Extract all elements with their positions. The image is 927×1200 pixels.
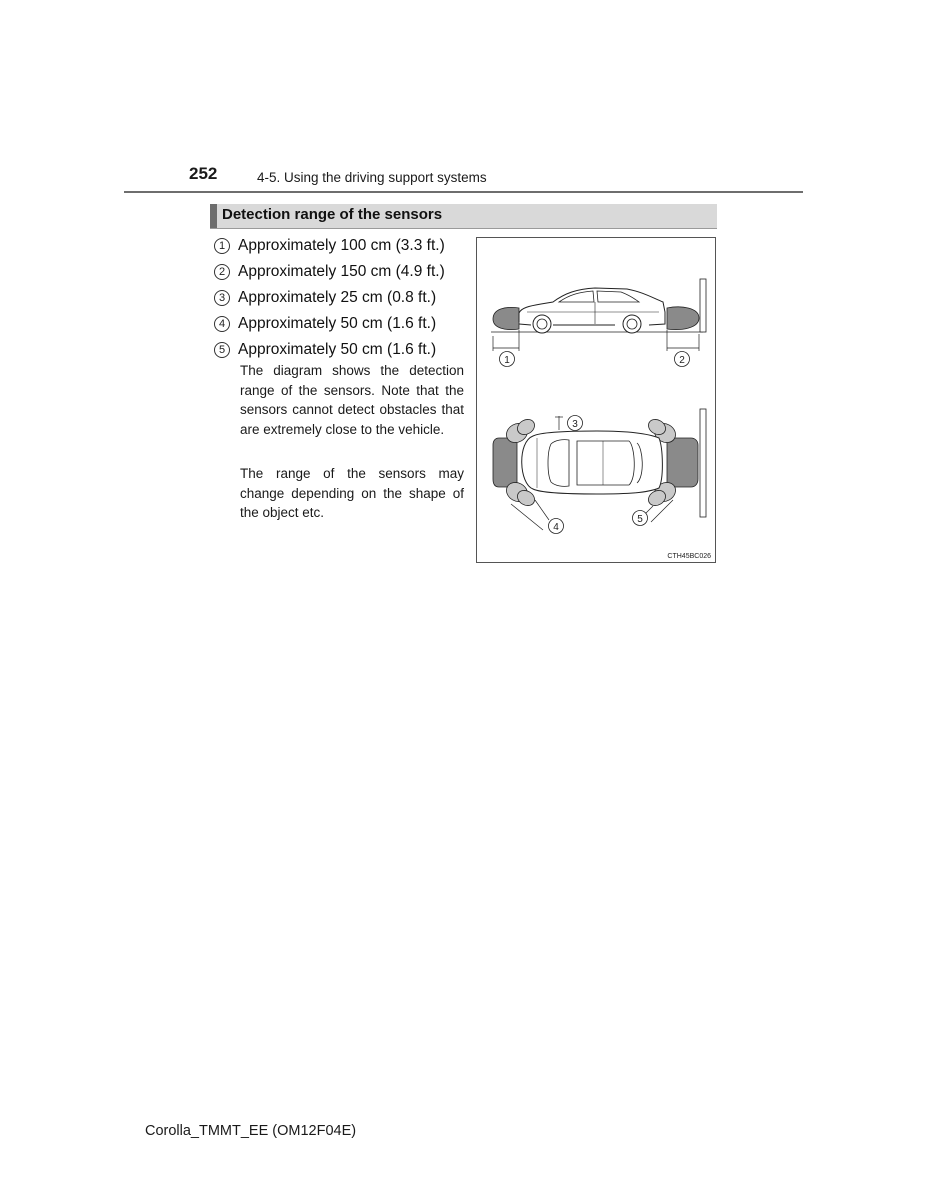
number-circle-icon: 2 (214, 264, 230, 280)
page-number: 252 (189, 164, 218, 183)
range-text: Approximately 25 cm (0.8 ft.) (238, 289, 437, 306)
note-paragraph-1: The diagram shows the detection range of the sensors. Note that the sensors cannot detect obstacles that are extremely close to the vehicle. (240, 363, 464, 438)
header-rule (124, 191, 803, 193)
range-item-3 (214, 285, 445, 311)
front-center-zone (493, 438, 517, 487)
range-list (214, 233, 445, 363)
range-item-2 (214, 259, 445, 285)
footer-doc-id: Corolla_TMMT_EE (OM12F04E) (145, 1123, 357, 1139)
side-view (491, 279, 706, 351)
wall-icon (700, 409, 706, 517)
range-text: Approximately 50 cm (1.6 ft.) (238, 341, 437, 358)
front-sensor-zone (493, 307, 519, 329)
car-top-outline (522, 431, 663, 494)
callout-5 (633, 511, 648, 526)
range-item-5 (214, 337, 445, 363)
section-heading-accent (210, 204, 217, 228)
rear-center-zone (667, 438, 698, 487)
svg-text:4: 4 (553, 522, 559, 533)
section-heading-bar (210, 204, 717, 229)
top-view (493, 409, 706, 530)
number-circle-icon: 1 (214, 238, 230, 254)
section-title: Detection range of the sensors (222, 206, 443, 223)
figure-code: CTH45BC026 (667, 553, 711, 560)
number-circle-icon: 5 (214, 342, 230, 358)
rear-sensor-zone (667, 307, 699, 330)
svg-text:2: 2 (679, 355, 685, 366)
callout-4 (549, 519, 564, 534)
wall-icon (700, 279, 706, 332)
range-item-4 (214, 311, 445, 337)
svg-text:1: 1 (504, 355, 510, 366)
callout-3 (568, 416, 583, 431)
note-paragraph-2: The range of the sensors may change depending on the shape of the object etc. (240, 466, 464, 521)
number-circle-icon: 4 (214, 316, 230, 332)
callout-2 (675, 352, 690, 367)
number-circle-icon: 3 (214, 290, 230, 306)
svg-text:3: 3 (572, 419, 578, 430)
range-text: Approximately 50 cm (1.6 ft.) (238, 315, 437, 332)
svg-text:5: 5 (637, 514, 643, 525)
callout-1 (500, 352, 515, 367)
range-text: Approximately 150 cm (4.9 ft.) (238, 263, 445, 280)
sensor-range-figure (476, 237, 716, 563)
range-item-1 (214, 233, 445, 259)
range-text: Approximately 100 cm (3.3 ft.) (238, 237, 445, 254)
sensor-range-diagram (477, 238, 716, 563)
section-path: 4-5. Using the driving support systems (257, 170, 487, 185)
